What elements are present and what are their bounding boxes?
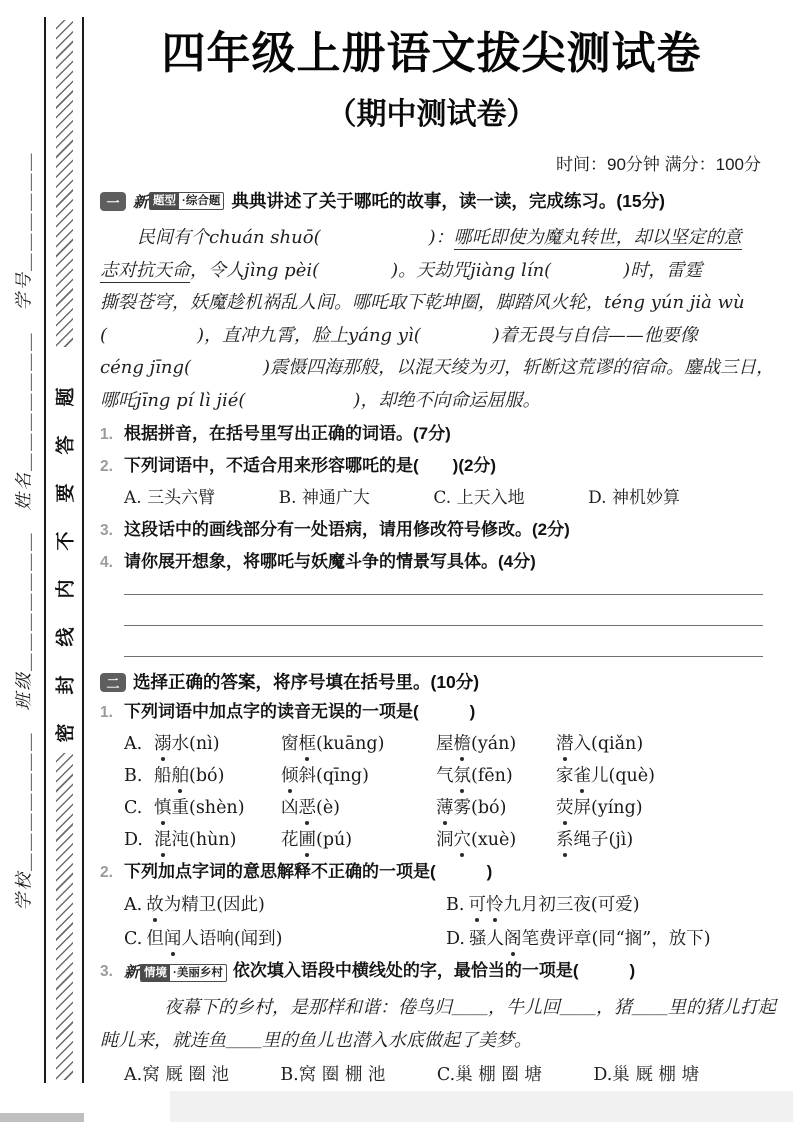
word-item [281, 796, 436, 821]
question-4 [100, 549, 763, 575]
hatch-pattern-top [56, 20, 73, 347]
pronunciation-row-c [124, 796, 763, 821]
s2-question-2-options [124, 892, 763, 952]
option-post: 为精卫(因此) [163, 895, 265, 915]
word-pre: 气 [436, 766, 454, 786]
option-a: A. 三头六臂 [124, 488, 216, 508]
student-info-margin [0, 110, 45, 950]
word-post: 绳子(jì) [573, 830, 634, 850]
dotted-char: 怜 [486, 892, 504, 918]
question-2-options [124, 485, 680, 511]
dotted-char: 可 [468, 892, 486, 918]
question-text: 下列词语中，不适合用来形容哪吒的是( )(2分) [124, 456, 497, 475]
option-label: D. [446, 929, 465, 949]
dotted-char: 溺 [154, 732, 172, 757]
tag-prefix: 新 [124, 963, 140, 981]
option-c: C.巢 棚 圈 塘 [436, 1065, 542, 1085]
word-item [436, 732, 556, 757]
paragraph-line: 夜幕下的乡村，是那样和谐：倦鸟归＿＿，牛儿回＿＿，猪＿＿里的猪儿打起 [164, 997, 776, 1018]
section2-heading: 选择正确的答案，将序号填在括号里。(10分) [133, 672, 480, 692]
question-number: 1. [100, 426, 113, 443]
paragraph-line: 盹儿来，就连鱼＿＿里的鱼儿也潜入水底做起了美梦。 [100, 1030, 532, 1051]
question-1 [100, 421, 763, 447]
dotted-char: 框 [299, 732, 317, 757]
word-post: 斜(qīng) [298, 766, 369, 786]
option-b: B. 神通广大 [278, 488, 370, 508]
word-pre: 花 [281, 830, 299, 850]
question-number: 2. [100, 864, 113, 881]
underlined-clause: 志对抗天命 [100, 259, 190, 281]
word-post: (kuāng) [316, 734, 385, 754]
option-pre: 但 [146, 929, 164, 949]
option-label: A. [124, 734, 143, 754]
option-label: D. [124, 830, 143, 850]
dotted-char: 慎 [154, 796, 172, 821]
word-post: 屏(yíng) [573, 798, 643, 818]
word-post: (pú) [316, 830, 353, 850]
option-c [124, 926, 446, 952]
word-post: 雾(bó) [453, 798, 507, 818]
dotted-char: 荧 [556, 796, 574, 821]
section2-number-badge: 二 [100, 673, 126, 692]
section2-header [100, 671, 763, 693]
word-pre: 凶 [281, 798, 299, 818]
tag-box [140, 964, 227, 982]
dotted-char: 阁 [504, 926, 522, 952]
dotted-char: 氛 [454, 764, 472, 789]
pronunciation-row-a [124, 732, 763, 757]
s2-question-3 [100, 958, 763, 985]
hatch-pattern-bottom [56, 753, 73, 1080]
word-pre: 家 [556, 766, 574, 786]
paper-content [100, 0, 776, 1088]
word-post: (fēn) [471, 766, 513, 786]
option-b [446, 892, 763, 918]
option-post: 九月初三夜(可爱) [503, 895, 640, 915]
s2-question-2 [100, 859, 763, 885]
question-text: 下列加点字词的意思解释不正确的一项是( ) [124, 862, 493, 881]
word-item [556, 764, 655, 789]
passage-line: ( )，直冲九霄，脸上yáng yì( )着无畏与自信——他要像 [100, 324, 698, 346]
option-a: A.窝 厩 圈 池 [124, 1065, 229, 1085]
word-item [281, 828, 436, 853]
word-pre: 屋 [436, 734, 454, 754]
option-d: D.巢 厩 棚 塘 [593, 1065, 699, 1085]
dotted-char: 圃 [299, 828, 317, 853]
tag-dark-label: 情境 [141, 965, 170, 981]
dotted-char: 潜 [556, 732, 574, 757]
paper-subtitle: （期中测试卷） [326, 98, 537, 131]
word-post: 沌(hùn) [171, 830, 237, 850]
section1-heading: 典典讲述了关于哪吒的故事，读一读，完成练习。(15分) [231, 191, 665, 211]
word-item [556, 732, 643, 757]
option-d: D. 神机妙算 [588, 488, 680, 508]
passage-line [100, 222, 763, 255]
tag-light-label: ·综合题 [182, 195, 221, 207]
question-text: 依次填入语段中横线处的字，最恰当的一项是( ) [232, 961, 636, 980]
student-info-fields: 学校＿＿＿＿＿＿＿ 班级＿＿＿＿＿＿＿ 姓名＿＿＿＿＿＿＿ 学号＿＿＿＿＿＿ [14, 150, 34, 910]
exam-meta: 时间：90分钟 满分：100分 [556, 155, 761, 174]
question-text: 根据拼音，在括号里写出正确的词语。(7分) [124, 424, 451, 443]
passage-line [100, 255, 763, 288]
word-post: (yán) [471, 734, 517, 754]
section1-tag-badge [133, 191, 224, 212]
tag-prefix: 新 [133, 192, 149, 211]
seal-text-wrap [46, 350, 82, 750]
option-label: B. [446, 895, 465, 915]
word-item [436, 764, 556, 789]
s2-question-1 [100, 699, 763, 725]
dotted-char: 故 [146, 892, 164, 918]
word-item [281, 764, 436, 789]
pronunciation-row-d [124, 828, 763, 853]
option-c: C. 上天入地 [433, 488, 525, 508]
word-pre: 窗 [281, 734, 299, 754]
word-pre: 船 [154, 766, 172, 786]
word-post: 水(nì) [171, 734, 220, 754]
passage-line: céng jīng( )震慑四海那般，以混天绫为刃，斩断这荒谬的宿命。鏖战三日， [100, 357, 775, 378]
question-3 [100, 517, 763, 543]
section1-header [100, 190, 763, 212]
answer-line [124, 593, 763, 595]
fill-blank-paragraph [100, 991, 776, 1057]
section1-number-badge: 一 [100, 192, 126, 211]
passage-line: 撕裂苍穹，妖魔趁机祸乱人间。哪吒取下乾坤圈，脚踏风火轮，téng yún jià wù [100, 292, 745, 313]
question-number: 2. [100, 458, 113, 475]
word-pre: 洞 [436, 830, 454, 850]
dotted-char: 系 [556, 828, 574, 853]
passage-text: ，令人jìng pèi( )。天劫咒jiàng lín( )时，雷霆 [190, 259, 703, 281]
underlined-clause: 哪吒即使为魔丸转世，却以坚定的意 [453, 227, 742, 248]
question-number: 4. [100, 554, 113, 571]
option-label: C. [124, 929, 143, 949]
question-number: 3. [100, 963, 113, 980]
option-b: B.窝 圈 棚 池 [280, 1065, 386, 1085]
s2-question-3-options [124, 1062, 699, 1088]
tag-dark-label: 题型 [150, 193, 179, 209]
passage-line: 哪吒jīng pí lì jié( )，却绝不向命运屈服。 [100, 389, 541, 411]
s2-question-3-tag-badge [124, 960, 227, 985]
option-a [124, 892, 446, 918]
question-number: 3. [100, 522, 113, 539]
word-item [281, 732, 436, 757]
word-item [436, 828, 556, 853]
answer-line [124, 655, 763, 657]
option-post: 笔费评章(同“搁”，放下) [521, 929, 711, 949]
question-text: 这段话中的画线部分有一处语病，请用修改符号修改。(2分) [124, 520, 570, 539]
question-text: 下列词语中加点字的读音无误的一项是( ) [124, 702, 476, 721]
word-post: (bó) [189, 766, 225, 786]
question-text: 请你展开想象，将哪吒与妖魔斗争的情景写具体。(4分) [124, 552, 536, 571]
passage-text: 民间有个chuán shuō( )： [137, 227, 454, 248]
word-item [556, 796, 643, 821]
word-post: 入(qiǎn) [573, 734, 644, 754]
answer-line [124, 624, 763, 626]
option-label: A. [124, 895, 143, 915]
word-item [154, 732, 281, 757]
option-pre: 骚人 [468, 929, 504, 949]
question-2 [100, 453, 763, 479]
dotted-char: 舶 [172, 764, 190, 789]
scan-edge-shadow [170, 1091, 793, 1122]
dotted-char: 闻 [164, 926, 182, 952]
tag-box [149, 192, 224, 210]
dotted-char: 雀 [574, 764, 592, 789]
dotted-char: 倾 [281, 764, 299, 789]
word-item [436, 796, 556, 821]
word-post: 儿(què) [591, 766, 655, 786]
reading-passage [100, 222, 775, 417]
option-post: 人语响(闻到) [181, 929, 283, 949]
word-post: (xuè) [471, 830, 517, 850]
dotted-char: 恶 [299, 796, 317, 821]
word-item [154, 828, 281, 853]
dotted-char: 薄 [436, 796, 454, 821]
word-item [154, 796, 281, 821]
question-number: 1. [100, 704, 113, 721]
option-d [446, 926, 763, 952]
word-item [154, 764, 281, 789]
seal-text: 密封线内不要答题 [55, 357, 77, 743]
option-label: B. [124, 766, 143, 786]
word-post: (è) [316, 798, 341, 818]
scan-edge-mark [0, 1113, 84, 1122]
dotted-char: 穴 [454, 828, 472, 853]
option-label: C. [124, 798, 143, 818]
paper-title: 四年级上册语文拔尖测试卷 [161, 29, 702, 78]
pronunciation-row-b [124, 764, 763, 789]
word-post: 重(shèn) [171, 798, 245, 818]
tag-light-label: ·美丽乡村 [173, 966, 223, 979]
word-item [556, 828, 633, 853]
seal-line-column [44, 17, 84, 1083]
dotted-char: 檐 [454, 732, 472, 757]
dotted-char: 混 [154, 828, 172, 853]
